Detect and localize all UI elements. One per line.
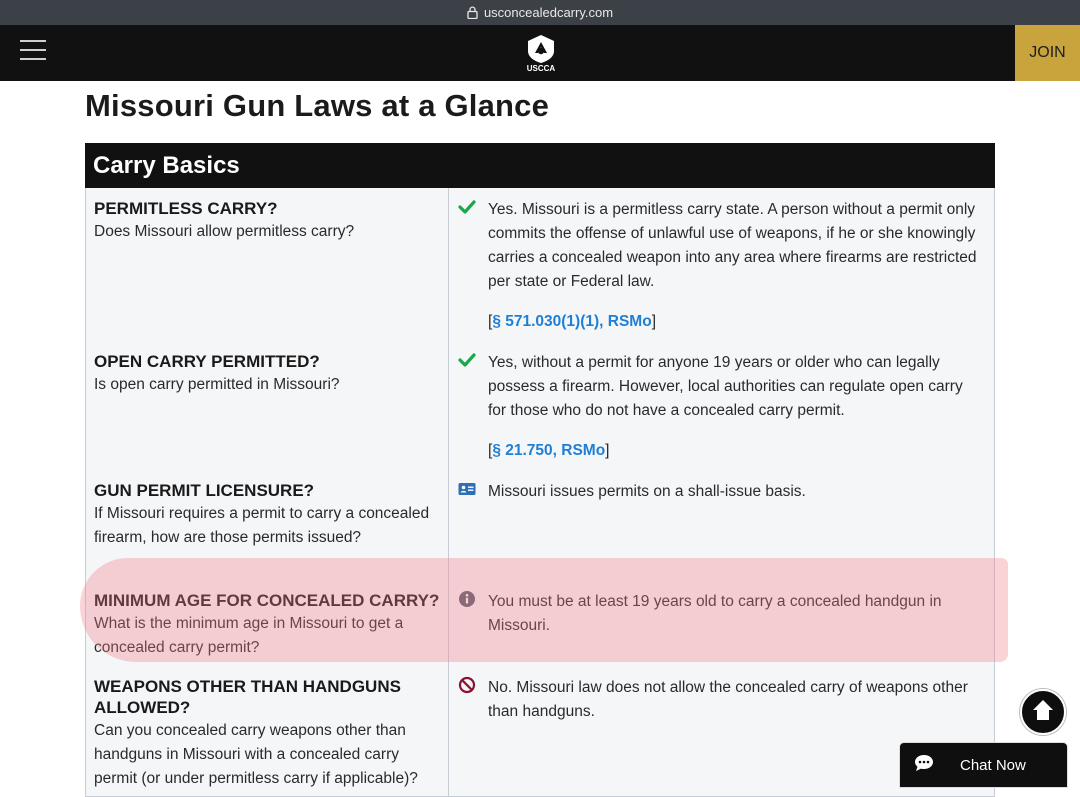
answer-text: Yes. Missouri is a permitless carry state. A person without a permit only commits the offense of unlawful use of weapons, if he or she knowingly carries a concealed weapon into any area where firearms are restricted per state or Federal law. (488, 201, 977, 290)
question-title: PERMITLESS CARRY? (94, 199, 278, 218)
table-row (85, 580, 995, 667)
question-title: OPEN CARRY PERMITTED? (94, 352, 320, 371)
question-description: If Missouri requires a permit to carry a concealed firearm, how are those permits issued? (94, 505, 430, 546)
id-card-icon (458, 480, 476, 498)
uscca-logo[interactable] (520, 33, 562, 73)
table-row (85, 341, 995, 471)
question-description: Can you concealed carry weapons other than handguns in Missouri with a concealed carry permit (or under permitless carry if applicable)? (94, 722, 418, 787)
question-title: WEAPONS OTHER THAN HANDGUNS ALLOWED? (94, 677, 401, 717)
table-row (85, 188, 995, 342)
answer-text: Yes, without a permit for anyone 19 years or older who can legally possess a firearm. However, local authorities can regulate open carry for those who do not have a concealed carry permit. (488, 354, 963, 419)
answer-text: No. Missouri law does not allow the concealed carry of weapons other than handguns. (488, 679, 968, 720)
arrow-up-icon (1030, 697, 1056, 728)
site-header (0, 25, 1080, 81)
question-cell (86, 341, 449, 470)
page-title: Missouri Gun Laws at a Glance (85, 88, 550, 123)
url-text: usconcealedcarry.com (483, 5, 614, 20)
table-row (85, 470, 995, 581)
scroll-to-top-button[interactable] (1020, 689, 1066, 735)
question-cell (86, 666, 449, 796)
question-title: MINIMUM AGE FOR CONCEALED CARRY? (94, 591, 440, 610)
answer-cell (450, 188, 994, 341)
browser-url-bar[interactable] (0, 0, 1080, 25)
join-button[interactable]: JOIN (1015, 25, 1080, 81)
table-row (85, 666, 995, 797)
citation-link[interactable]: § 571.030(1)(1), RSMo (492, 313, 652, 330)
answer-cell (450, 580, 994, 666)
chat-bubble-icon (914, 754, 934, 776)
citation: [§ 571.030(1)(1), RSMo] (488, 313, 656, 330)
answer-cell (450, 470, 994, 580)
check-icon (458, 198, 476, 216)
prohibited-icon (458, 676, 476, 694)
answer-text: You must be at least 19 years old to carry a concealed handgun in Missouri. (488, 593, 942, 634)
section-header: Carry Basics (85, 143, 995, 188)
lock-icon (467, 6, 478, 19)
check-icon (458, 351, 476, 369)
question-description: Is open carry permitted in Missouri? (94, 376, 340, 393)
chat-now-button[interactable] (900, 743, 1067, 787)
menu-icon[interactable] (20, 40, 46, 60)
citation: [§ 21.750, RSMo] (488, 442, 610, 459)
chat-label: Chat Now (960, 756, 1026, 774)
answer-cell (450, 341, 994, 470)
question-cell (86, 580, 449, 666)
question-cell (86, 188, 449, 341)
question-description: Does Missouri allow permitless carry? (94, 223, 355, 240)
question-title: GUN PERMIT LICENSURE? (94, 481, 315, 500)
svg-text:USCCA: USCCA (526, 64, 556, 73)
answer-text: Missouri issues permits on a shall-issue basis. (488, 483, 806, 500)
question-cell (86, 470, 449, 580)
citation-link[interactable]: § 21.750, RSMo (492, 442, 606, 459)
info-icon (458, 590, 476, 608)
question-description: What is the minimum age in Missouri to get a concealed carry permit? (94, 615, 404, 656)
